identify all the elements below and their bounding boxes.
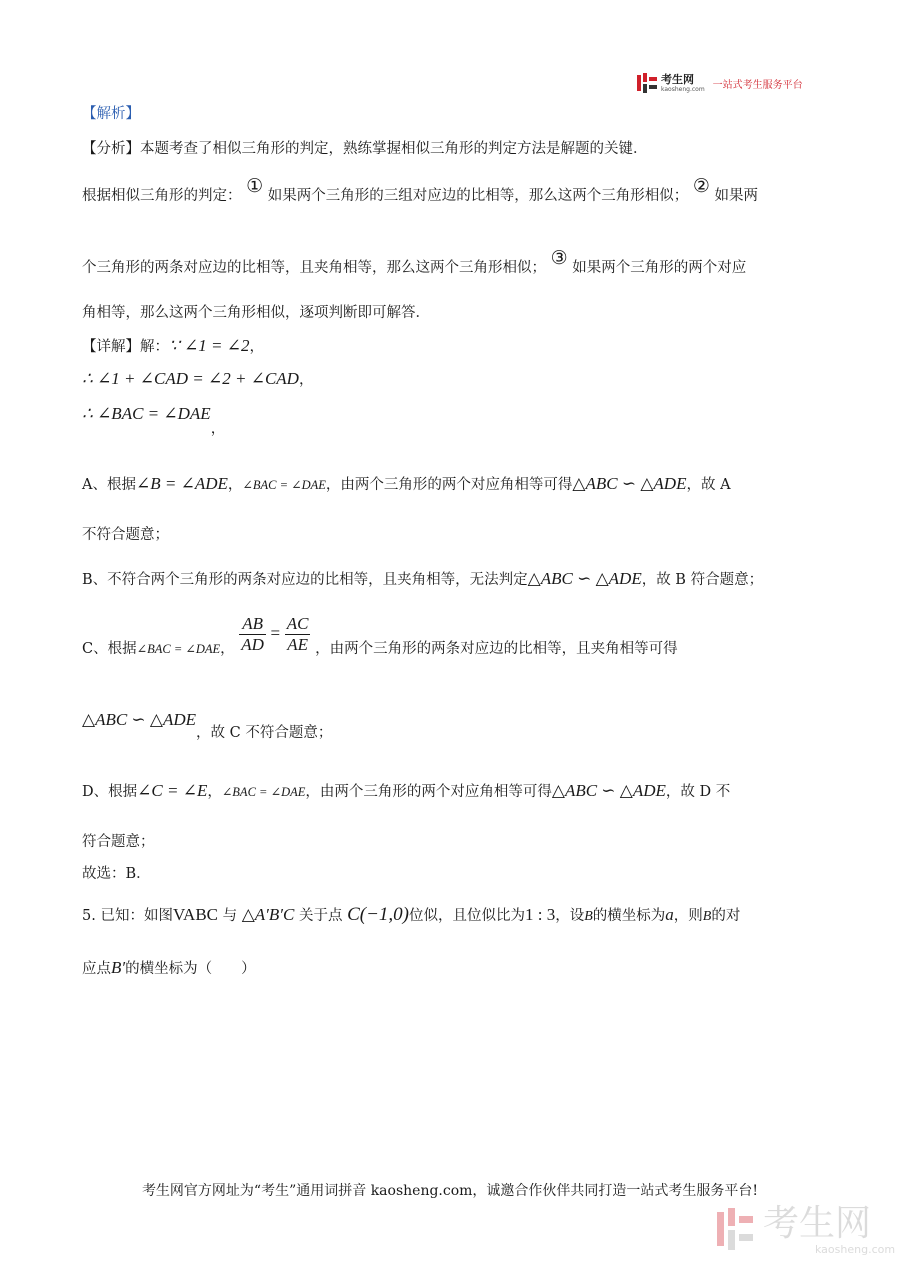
option-a-line-2: 不符合题意； — [82, 527, 169, 543]
option-c-line-2 — [82, 710, 333, 741]
criteria-line-2 — [82, 247, 747, 278]
fraction-1-numerator: AB — [239, 614, 266, 635]
circle-number-2: ② — [692, 175, 710, 197]
logo-slogan: 一站式考生服务平台 — [712, 79, 803, 91]
circle-number-3: ③ — [550, 247, 568, 269]
question-5-text-7: 的对 — [711, 908, 741, 924]
footer-text: 考生网官方网址为“考生”通用词拼音 kaosheng.com，诚邀合作伙伴共同打造一站式考生服务平台! — [141, 1183, 759, 1199]
question-5-math-6: a — [665, 905, 674, 924]
question-5-text-4: ，设 — [555, 908, 585, 924]
criteria-line-3: 角相等，那么这两个三角形相似，逐项判断即可解答． — [82, 305, 430, 321]
analysis-label: 【分析】 — [82, 141, 140, 157]
option-b-end: ，故 B 符合题意； — [641, 572, 764, 588]
option-b-math: △ABC ∽ △ADE — [527, 569, 642, 588]
fraction-2-numerator: AC — [286, 614, 309, 633]
question-5-text-1: 与 — [222, 908, 238, 924]
fraction-ab-ad — [239, 614, 266, 655]
watermark — [715, 1205, 895, 1256]
option-d-math-1: ∠C = ∠E — [137, 781, 208, 800]
question-5-text-3: 位似，且位似比为 — [408, 908, 525, 924]
criteria-1: 如果两个三角形的三组对应边的比相等，那么这两个三角形相似； — [267, 188, 689, 204]
option-c-math-2: △ABC ∽ △ADE — [82, 710, 197, 729]
question-5-math-2: △A′B′C — [241, 905, 295, 924]
detail-line — [82, 336, 264, 357]
analysis-tag: 【解析】 — [82, 106, 140, 122]
option-d-line-1: D、根据∠C = ∠E，∠BAC = ∠DAE，由两个三角形的两个对应角相等可得△ABC ∽ △ADE，故 D 不 — [82, 781, 731, 800]
question-5-math-1: VABC — [172, 905, 218, 924]
question-5-line-2-end: 的横坐标为（ ） — [125, 961, 256, 977]
option-c-end: ，故 C 不符合题意； — [196, 725, 333, 741]
equation-2-line — [82, 369, 313, 390]
option-a-line-1: A、根据∠B = ∠ADE，∠BAC = ∠DAE，由两个三角形的两个对应角相等可得△ABC ∽ △ADE，故 A — [82, 474, 731, 493]
question-5-text-2: 关于点 — [298, 908, 343, 924]
option-d-end: ，故 D 不 — [665, 784, 731, 800]
option-c-math-1: ∠BAC = ∠DAE — [136, 641, 221, 656]
option-b-line — [82, 569, 763, 590]
fraction-1-denominator: AD — [241, 635, 264, 654]
question-5-math-3: C(−1,0) — [347, 904, 409, 925]
option-a-math-3: △ABC ∽ △ADE — [572, 474, 687, 493]
question-5-line-2-start: 应点 — [82, 961, 111, 977]
question-5-start: 5. 已知：如图 — [82, 908, 173, 924]
option-c-line-1: C、根据∠BAC = ∠DAE， $\frac{AB}{AD}$ = $\frac{AC}{AE}$ ，由两个三角形的两条对应边的比相等，且夹角相等可得 — [82, 614, 678, 657]
question-5-line-2 — [82, 958, 256, 979]
option-d-mid: ，由两个三角形的两个对应角相等可得 — [305, 784, 552, 800]
option-d-math-2: ∠BAC = ∠DAE — [221, 785, 306, 799]
option-a-math-2: ∠BAC = ∠DAE — [242, 478, 326, 492]
option-a-end: ，故 A — [686, 477, 731, 493]
answer-line: 故选：B． — [82, 866, 151, 882]
detail-solve: 解： — [140, 339, 169, 355]
logo-en: kaosheng.com — [661, 85, 705, 93]
question-5-math-8: B′ — [111, 958, 126, 977]
option-a-math-1: ∠B = ∠ADE — [135, 474, 228, 493]
equation-2: ∴ ∠1 + ∠CAD = ∠2 + ∠CAD — [82, 369, 299, 388]
circle-number-1: ① — [246, 175, 264, 197]
equation-1-tail: ， — [249, 339, 265, 355]
option-d-math-3: △ABC ∽ △ADE — [551, 781, 666, 800]
equation-1: ∵ ∠1 = ∠2 — [169, 336, 250, 355]
question-5-line-1 — [82, 905, 740, 927]
logo-text — [661, 74, 705, 93]
equation-3-line — [82, 404, 226, 437]
equation-3: ∴ ∠BAC = ∠DAE — [82, 404, 211, 423]
analysis-line — [82, 139, 648, 159]
question-5-text-6: ，则 — [673, 908, 703, 924]
criteria-2-start: 如果两 — [714, 188, 759, 204]
criteria-intro: 根据相似三角形的判定： — [82, 188, 242, 204]
option-d-start: D、根据 — [82, 784, 138, 800]
option-c-start: C、根据 — [82, 640, 137, 657]
option-a-mid: ，由两个三角形的两个对应角相等可得 — [325, 477, 573, 493]
fraction-2-denominator: AE — [287, 635, 308, 654]
analysis-text: 本题考查了相似三角形的判定，熟练掌握相似三角形的判定方法是解题的关键． — [140, 141, 648, 157]
header-logo — [636, 72, 803, 94]
kaosheng-logo-icon — [636, 72, 658, 94]
question-5-math-5: B — [584, 909, 593, 924]
option-b-start: B、不符合两个三角形的两条对应边的比相等，且夹角相等，无法判定 — [82, 572, 528, 588]
criteria-3-start: 如果两个三角形的两个对应 — [572, 260, 747, 276]
equation-2-tail: ， — [298, 372, 314, 388]
watermark-logo-icon — [715, 1206, 755, 1256]
question-5-text-5: 的横坐标为 — [592, 908, 666, 924]
question-5-math-7: B — [702, 909, 712, 924]
detail-label: 【详解】 — [82, 339, 140, 355]
option-a-start: A、根据 — [82, 477, 136, 493]
fraction-ac-ae — [285, 614, 311, 655]
option-c-mid: ，由两个三角形的两条对应边的比相等，且夹角相等可得 — [315, 640, 678, 657]
watermark-cn: 考生网 — [763, 1203, 872, 1244]
option-d-line-2: 符合题意； — [82, 834, 155, 850]
equation-3-tail: ， — [210, 421, 226, 437]
criteria-2-end: 个三角形的两条对应边的比相等，且夹角相等，那么这两个三角形相似； — [82, 260, 546, 276]
watermark-en: kaosheng.com — [815, 1243, 896, 1256]
logo-cn: 考生网 — [661, 72, 694, 86]
criteria-line-1 — [82, 175, 759, 206]
question-5-math-4: 1 : 3 — [524, 905, 556, 924]
